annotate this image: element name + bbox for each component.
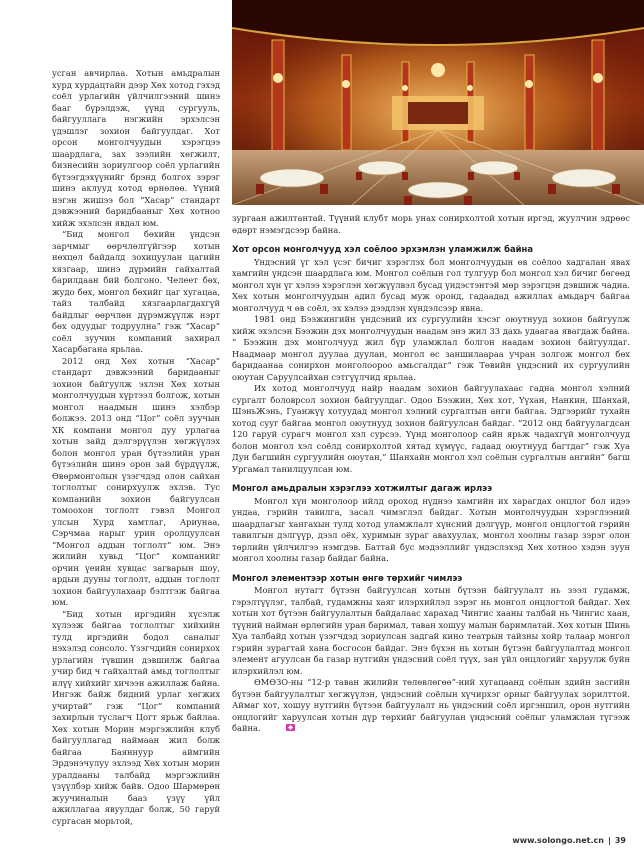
banquet-hall-photo xyxy=(232,0,644,205)
final-paragraph-text: ӨМӨЗО-ны “12-р таван жилийн төлөвлөгөө”-ний хугацаанд соёлын здийн засгийн бүтээн байгуулалтыг хөгжүүлэн, үндэсний соёлын хүчирхэг орныг байгуулах зорилттой. Аймаг хот, хошуу нутгийн бүтээн байгуулалт нь үндэсний соёл иргэншил, орон нутгийн онцлогийг харуулсан хотын дүр төрхийг байгуулан үндэсний соёлыг уламжлан түгээж байна. xyxy=(232,677,630,733)
left-column xyxy=(52,68,220,827)
section-heading: Хот орсон монголчууд хэл соёлоо эрхэмлэн уламжилж байна xyxy=(232,244,533,254)
website-url: www.solongo.net.cn xyxy=(512,836,604,845)
right-column xyxy=(232,213,630,735)
left-paragraph: 2012 онд Хөх хотын “Хасар” стандарт дэвжээний баридааныг зохион байгуулж эхлэн Хөх хотын монголчуудын хүртээл болгож, хотын монгол наадмын шинэ хэлбэр болжээ. 2013 онд “Цог” соёл зуучын ХК компани монгол дуу урлагаа хотын зайд дэлгэрүүлэн хөгжүүлэх болон монгол уран бүтээлийн уран бүтээлийн шинэ орон зай бүрдүүлж, Өвөрмонголын үзэгчдэд олон сайхан тоглолтыг сонирхуулж эхлэв. Тус компанийн зохион байгуулсан томоохон тоглолт гэвэл Монгол улсын Хурд хамтлаг, Ариунаа, Сэрчмаа нарыг урин оролцуулсан “Монгол аддын тоглолт” юм. Энэ жилийн хувьд “Цог” компанийг орчин үеийн хувцас загварын шоу, ардын дууны тоглолт, аддын тоглолт зохион байгуулахаар бэлтгэж байгаа юм. xyxy=(52,355,220,607)
body-paragraph: Их хотод монголчууд найр наадам зохион байгуулахаас гадна монгол хэлний сургалт боловрсол зохион байгуулдаг. Одоо Бээжин, Хөх хот, Үүхан, Нанкин, Шанхай, ШэньЖэнь, Гуанжүү хотуудад монгол хэлний сургалтын анги байгаа. Эдгээрийг тухайн хотод сууг байгаа монгол оюутнууд зохион байгуулсан байдаг. “2012 онд байгуулагдсан 120 гаруй сурагч монгол хэл сурсээ. Үүнд монголоор сайн ярьж чадахгүй монголчууд болон монгол хэл соёлд сонирхолтой хятад хүмүүс, гадаад оюутнууд багтдаг” гэж Хуа Дун багшийн сургуулийн оюутан,” Шанхайн монгол хэл соёлын сургалтын ангийн” багш Ургамал танилцуулсан юм. xyxy=(232,383,630,474)
body-paragraph: Үндэсний үг хэл үсэг бичиг хэрэглэх бол монголчуудын өв соёлоо хадгалан явах хамгийн үндсэн шаардлага юм. Монгол соёлын гол тулгуур бол монгол хэл бичиг бөгөөд монгол хүн үг хэлээ хэрэглэн хөгжүүлвэл бусад үндэстэнтэй мөр зэрэгцэн дэвшиж чадна. Хөх хотын монголчуудын адил бусад муж оронд, гадаадад ажиллах амьдарч байгаа монголчууд ч өв соёл, эх хэлээ дээдлэн хүндэлсээр явна. xyxy=(232,256,630,313)
left-paragraph: “Бид монгол бөхийн үндсэн зарчмыг өөрчлөлгүйгээр хотын нөхцөл байдалд зохицуулан цагийн хязгаар, шинэ дүрмийн гайхалтай барилдаан бий болгоно. Челеет бөх, жудо бөх, монгол бөхийг цаг хугацаа, тайз талбайд хязгаарлагдахгүй байдлыг өөрчлөн дүрэмжүүлж нэрт бөх одуудыг тодруулна” гэж “Хасар” соёл зуучин компаний захирал Хасарбагана ярьлаа. xyxy=(52,229,220,354)
article-end-mark-icon xyxy=(264,723,273,730)
final-paragraph xyxy=(232,677,630,735)
section-heading: Монгол элементээр хотын өнгө төрхийг чимлээ xyxy=(232,572,463,583)
section-heading: Монгол амьдралын хэрэглээ хотжилтыг дагаж ирлээ xyxy=(232,483,493,493)
body-paragraph: зургаан ажилтантай. Түүний клубт морь унах сонирхолтой хотын иргэд, жуулчин эдрөөс өдөрт нэмэгдсээр байна. xyxy=(232,213,630,235)
body-paragraph: Монгол нутагт бүтээн байгуулсан хотын бүтээн байгуулалт нь зээл гудамж, гэрэлтүүлэг, талбай, гудамжны хаяг илэрхийлэл зэрэг нь монгол онцлогтой байдаг. Хөх хотын хот бүтээн байгуулалтын байдалаас харахад Чингис хааны талбай нь Чингис хаан, түүний найман өрлөгийн уран баримал, таван хошуу малын баримлатай. Хөх хотын Шинь Хуа талбайд хотын үзэгчдэд зориулсан задгай кино театрын тайзны хойр талаар монгол гэрийн зурагтай хана босгосон байдаг. Энэ бүхэн нь хотын бүтээн байгуулалтад монгол элемент агуулсан ба газар нутгийн үндэсний соёл түүх, зан үйл онцлогийг харуулж буйн илэрхийлэл юм. xyxy=(232,585,630,676)
left-paragraph: усган авчирлаа. Хотын амьдралын хурд хурдацтайн дээр Хөх хотод гэхэд соёл урлагийн үйлчилгээний шинэ бааг бүрэлдэж, үүнд сургууль, байгууллага нэгжийн эрхэлсэн үдэшлэг зохион байгуулдаг. Хот орсон монголчуудын хэрэгцээ шаардлага, зах зээлийн хөгжилт, бизнесийн зориулгоор соёл урлагийн бүтээгдэхүүнийг брэнд болгох зэрэг шинэ аклууд хотод өрнөлөө. Үүний нэгэн жишээ бол “Хасар” стандарт дэвжээний баридбааныг Хөх хотноо хийж эхэлсэн явдал юм. xyxy=(52,68,220,228)
left-paragraph: “Бид хотын иргэдийн хүсэлж хүлээж байгаа тоглолтыг хийхийн тулд иргэдийн бодол саналыг нэхэлэд сонсоло. Үзэгчдийн сонирхох урлагийн түвшин дэвшилж байгаа учир бид ч гайхалтай амьд тоглолтыг илүү хийхийг хичээн ажиллаж байна. Ингэж байж бидний урлаг хөгжих учиртай” гэж “Цог” компаний захирлын туслагч Цогт ярьж байлаа. Хөх хотын Морин мэргэжлийн клуб байгууллагад наймаан жил болж байгаа Баяннуур аймгийн Эрдэнэчулуу эхлээд Хөх хотын морин уралдааны талбайд мэргэжлийн үзүүлбэр хийж байв. Одоо Шармөрөн жуучиналын бааз үзүү үйл ажиллагаа явуулдаг болж, 50 гаруй сургасан морьтой, xyxy=(52,608,220,826)
body-paragraph: 1981 онд Бээжингийн үндсэний их сургуулийн хэсэг оюутнууд зохион байгуулж хийж эхэлсэн Бээжин дэх монголчуудын наадам энэ жил 33 дахь удаагаа явагдаж байна. “ Бээжин дэх монголчууд жил бүр уламжлал болгон наадам зохион байгуулдаг. Наадмаар монгол дуулаа дуулан, монгол өс заншилаараа учран золгож монгол бөх баридаанаа сонирхон монголоороо амьсгалдаг” гэж Төвийн үндэсний их сургуулийн оюутан Саруулсайхан сэтгүүлчид ярьлаа. xyxy=(232,314,630,382)
footer-separator: | xyxy=(607,836,611,845)
page-number: 39 xyxy=(614,836,626,845)
body-paragraph: Монгол хүн монголоор ийлд ороход нүднээ хамгийн их харагдах онцлог бол идээ ундаа, гэрийн тавилга, засал чимэглэл байдаг. Хотын монголчуудын хэрэглээний шаардлагыг хангахын тулд хотод уламжлалт хүнсний дэлгүүр, монгол онцлогтой гэрийн тавилгын дэлгүүр, дээл оёх, хуримын зураг авахуулах, монгол хоолны газар зэрэг олон төрлийн үйлчилгээ нэмгдэв. Баттай бус мэдээллийг үндэслэхэд Хөх хотноо хэдэн зуун монгол хоолны газар байдаг байна. xyxy=(232,495,630,563)
page-footer xyxy=(512,836,626,845)
